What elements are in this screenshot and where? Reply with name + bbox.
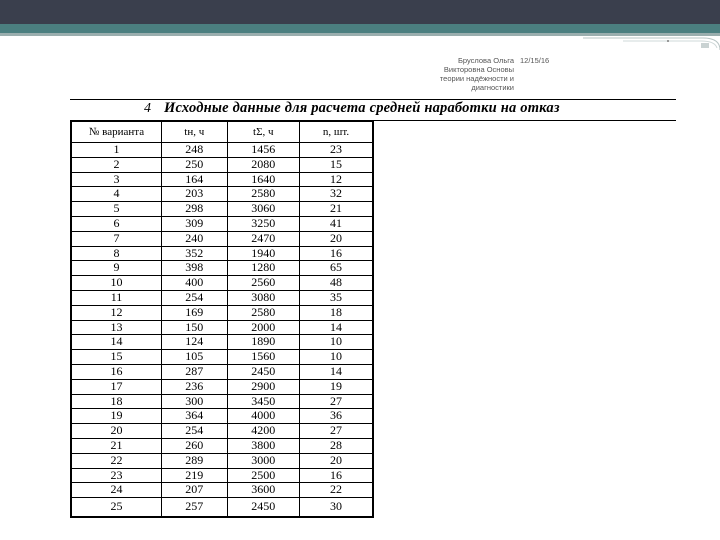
table-row [71, 379, 373, 394]
table-cell: 13 [71, 320, 162, 335]
table-cell: 2450 [227, 498, 300, 518]
table-cell: 300 [162, 394, 228, 409]
table-cell: 1 [71, 143, 162, 158]
table-caption [70, 99, 676, 121]
table-cell: 219 [162, 468, 228, 483]
table-cell: 22 [300, 483, 373, 498]
table-row [71, 468, 373, 483]
title-bar [0, 0, 720, 24]
table-cell: 203 [162, 187, 228, 202]
table-cell: 1890 [227, 335, 300, 350]
table-cell: 254 [162, 290, 228, 305]
header-n: n, шт. [300, 121, 373, 143]
table-cell: 9 [71, 261, 162, 276]
table-cell: 14 [300, 364, 373, 379]
table-cell: 1940 [227, 246, 300, 261]
table-cell: 12 [300, 172, 373, 187]
table-cell: 28 [300, 438, 373, 453]
table-cell: 19 [300, 379, 373, 394]
table-cell: 2580 [227, 187, 300, 202]
table-cell: 32 [300, 187, 373, 202]
table-cell: 3080 [227, 290, 300, 305]
table-cell: 207 [162, 483, 228, 498]
table-cell: 250 [162, 157, 228, 172]
table-row [71, 157, 373, 172]
table-cell: 240 [162, 231, 228, 246]
table-cell: 16 [71, 364, 162, 379]
data-table [70, 120, 374, 518]
table-cell: 260 [162, 438, 228, 453]
table-cell: 21 [300, 202, 373, 217]
table-cell: 352 [162, 246, 228, 261]
table-cell: 2080 [227, 157, 300, 172]
table-row [71, 364, 373, 379]
table-row [71, 409, 373, 424]
table-cell: 14 [71, 335, 162, 350]
table-cell: 30 [300, 498, 373, 518]
table-cell: 236 [162, 379, 228, 394]
table-row [71, 246, 373, 261]
table-cell: 169 [162, 305, 228, 320]
table-cell: 2500 [227, 468, 300, 483]
table-cell: 22 [71, 453, 162, 468]
table-cell: 4 [71, 187, 162, 202]
table-row [71, 216, 373, 231]
table-cell: 2560 [227, 276, 300, 291]
table-cell: 35 [300, 290, 373, 305]
table-cell: 10 [71, 276, 162, 291]
table-cell: 3450 [227, 394, 300, 409]
table-cell: 5 [71, 202, 162, 217]
table-cell: 20 [300, 231, 373, 246]
table-cell: 15 [300, 157, 373, 172]
table-cell: 257 [162, 498, 228, 518]
table-row [71, 276, 373, 291]
header-tn: tн, ч [162, 121, 228, 143]
table-row [71, 498, 373, 518]
table-cell: 150 [162, 320, 228, 335]
table-cell: 2900 [227, 379, 300, 394]
table-row [71, 394, 373, 409]
table-cell: 36 [300, 409, 373, 424]
table-cell: 16 [300, 246, 373, 261]
slide-author: Бруслова Ольга Викторовна Основы теории надёжности и диагностики [439, 56, 514, 92]
header-variant: № варианта [71, 121, 162, 143]
table-cell: 105 [162, 350, 228, 365]
table-cell: 3250 [227, 216, 300, 231]
table-cell: 25 [71, 498, 162, 518]
table-cell: 287 [162, 364, 228, 379]
table-cell: 1640 [227, 172, 300, 187]
table-cell: 1456 [227, 143, 300, 158]
table-row [71, 172, 373, 187]
table-row [71, 261, 373, 276]
table-cell: 20 [71, 424, 162, 439]
table-cell: 254 [162, 424, 228, 439]
table-cell: 10 [300, 350, 373, 365]
table-cell: 2470 [227, 231, 300, 246]
table-cell: 21 [71, 438, 162, 453]
table-cell: 3800 [227, 438, 300, 453]
table-cell: 65 [300, 261, 373, 276]
table-cell: 298 [162, 202, 228, 217]
table-cell: 41 [300, 216, 373, 231]
table-cell: 18 [71, 394, 162, 409]
table-cell: 1560 [227, 350, 300, 365]
table-cell: 7 [71, 231, 162, 246]
table-cell: 10 [300, 335, 373, 350]
table-row [71, 202, 373, 217]
table-cell: 4200 [227, 424, 300, 439]
table-cell: 19 [71, 409, 162, 424]
table-row [71, 438, 373, 453]
scroll-decoration [583, 36, 720, 50]
table-cell: 248 [162, 143, 228, 158]
table-cell: 12 [71, 305, 162, 320]
table-row [71, 350, 373, 365]
table-caption-text: Исходные данные для расчета средней наработки на отказ [164, 100, 560, 116]
table-cell: 24 [71, 483, 162, 498]
table-row [71, 143, 373, 158]
table-row [71, 187, 373, 202]
table-cell: 2000 [227, 320, 300, 335]
table-cell: 48 [300, 276, 373, 291]
slide-date: 12/15/16 [520, 56, 550, 65]
table-cell: 400 [162, 276, 228, 291]
accent-band [0, 24, 720, 33]
table-cell: 17 [71, 379, 162, 394]
table-cell: 16 [300, 468, 373, 483]
table-cell: 6 [71, 216, 162, 231]
table-cell: 1280 [227, 261, 300, 276]
table-row [71, 335, 373, 350]
table-cell: 18 [300, 305, 373, 320]
header-row [71, 121, 373, 143]
table-row [71, 290, 373, 305]
table-cell: 3 [71, 172, 162, 187]
table-cell: 3600 [227, 483, 300, 498]
table-number: 4 [144, 101, 151, 116]
table-cell: 364 [162, 409, 228, 424]
table-cell: 27 [300, 424, 373, 439]
header-tsum: tΣ, ч [227, 121, 300, 143]
table-row [71, 483, 373, 498]
table-cell: 14 [300, 320, 373, 335]
table-cell: 2450 [227, 364, 300, 379]
table-row [71, 320, 373, 335]
table-row [71, 231, 373, 246]
table-cell: 3060 [227, 202, 300, 217]
table-cell: 27 [300, 394, 373, 409]
table-cell: 23 [71, 468, 162, 483]
table-cell: 23 [300, 143, 373, 158]
table-cell: 8 [71, 246, 162, 261]
table-cell: 4000 [227, 409, 300, 424]
table-cell: 20 [300, 453, 373, 468]
table-cell: 124 [162, 335, 228, 350]
table-cell: 15 [71, 350, 162, 365]
table-cell: 164 [162, 172, 228, 187]
table-row [71, 453, 373, 468]
table-cell: 309 [162, 216, 228, 231]
table-row [71, 424, 373, 439]
table-cell: 2 [71, 157, 162, 172]
table-cell: 2580 [227, 305, 300, 320]
table-cell: 398 [162, 261, 228, 276]
table-cell: 3000 [227, 453, 300, 468]
table-row [71, 305, 373, 320]
table-cell: 11 [71, 290, 162, 305]
table-cell: 289 [162, 453, 228, 468]
